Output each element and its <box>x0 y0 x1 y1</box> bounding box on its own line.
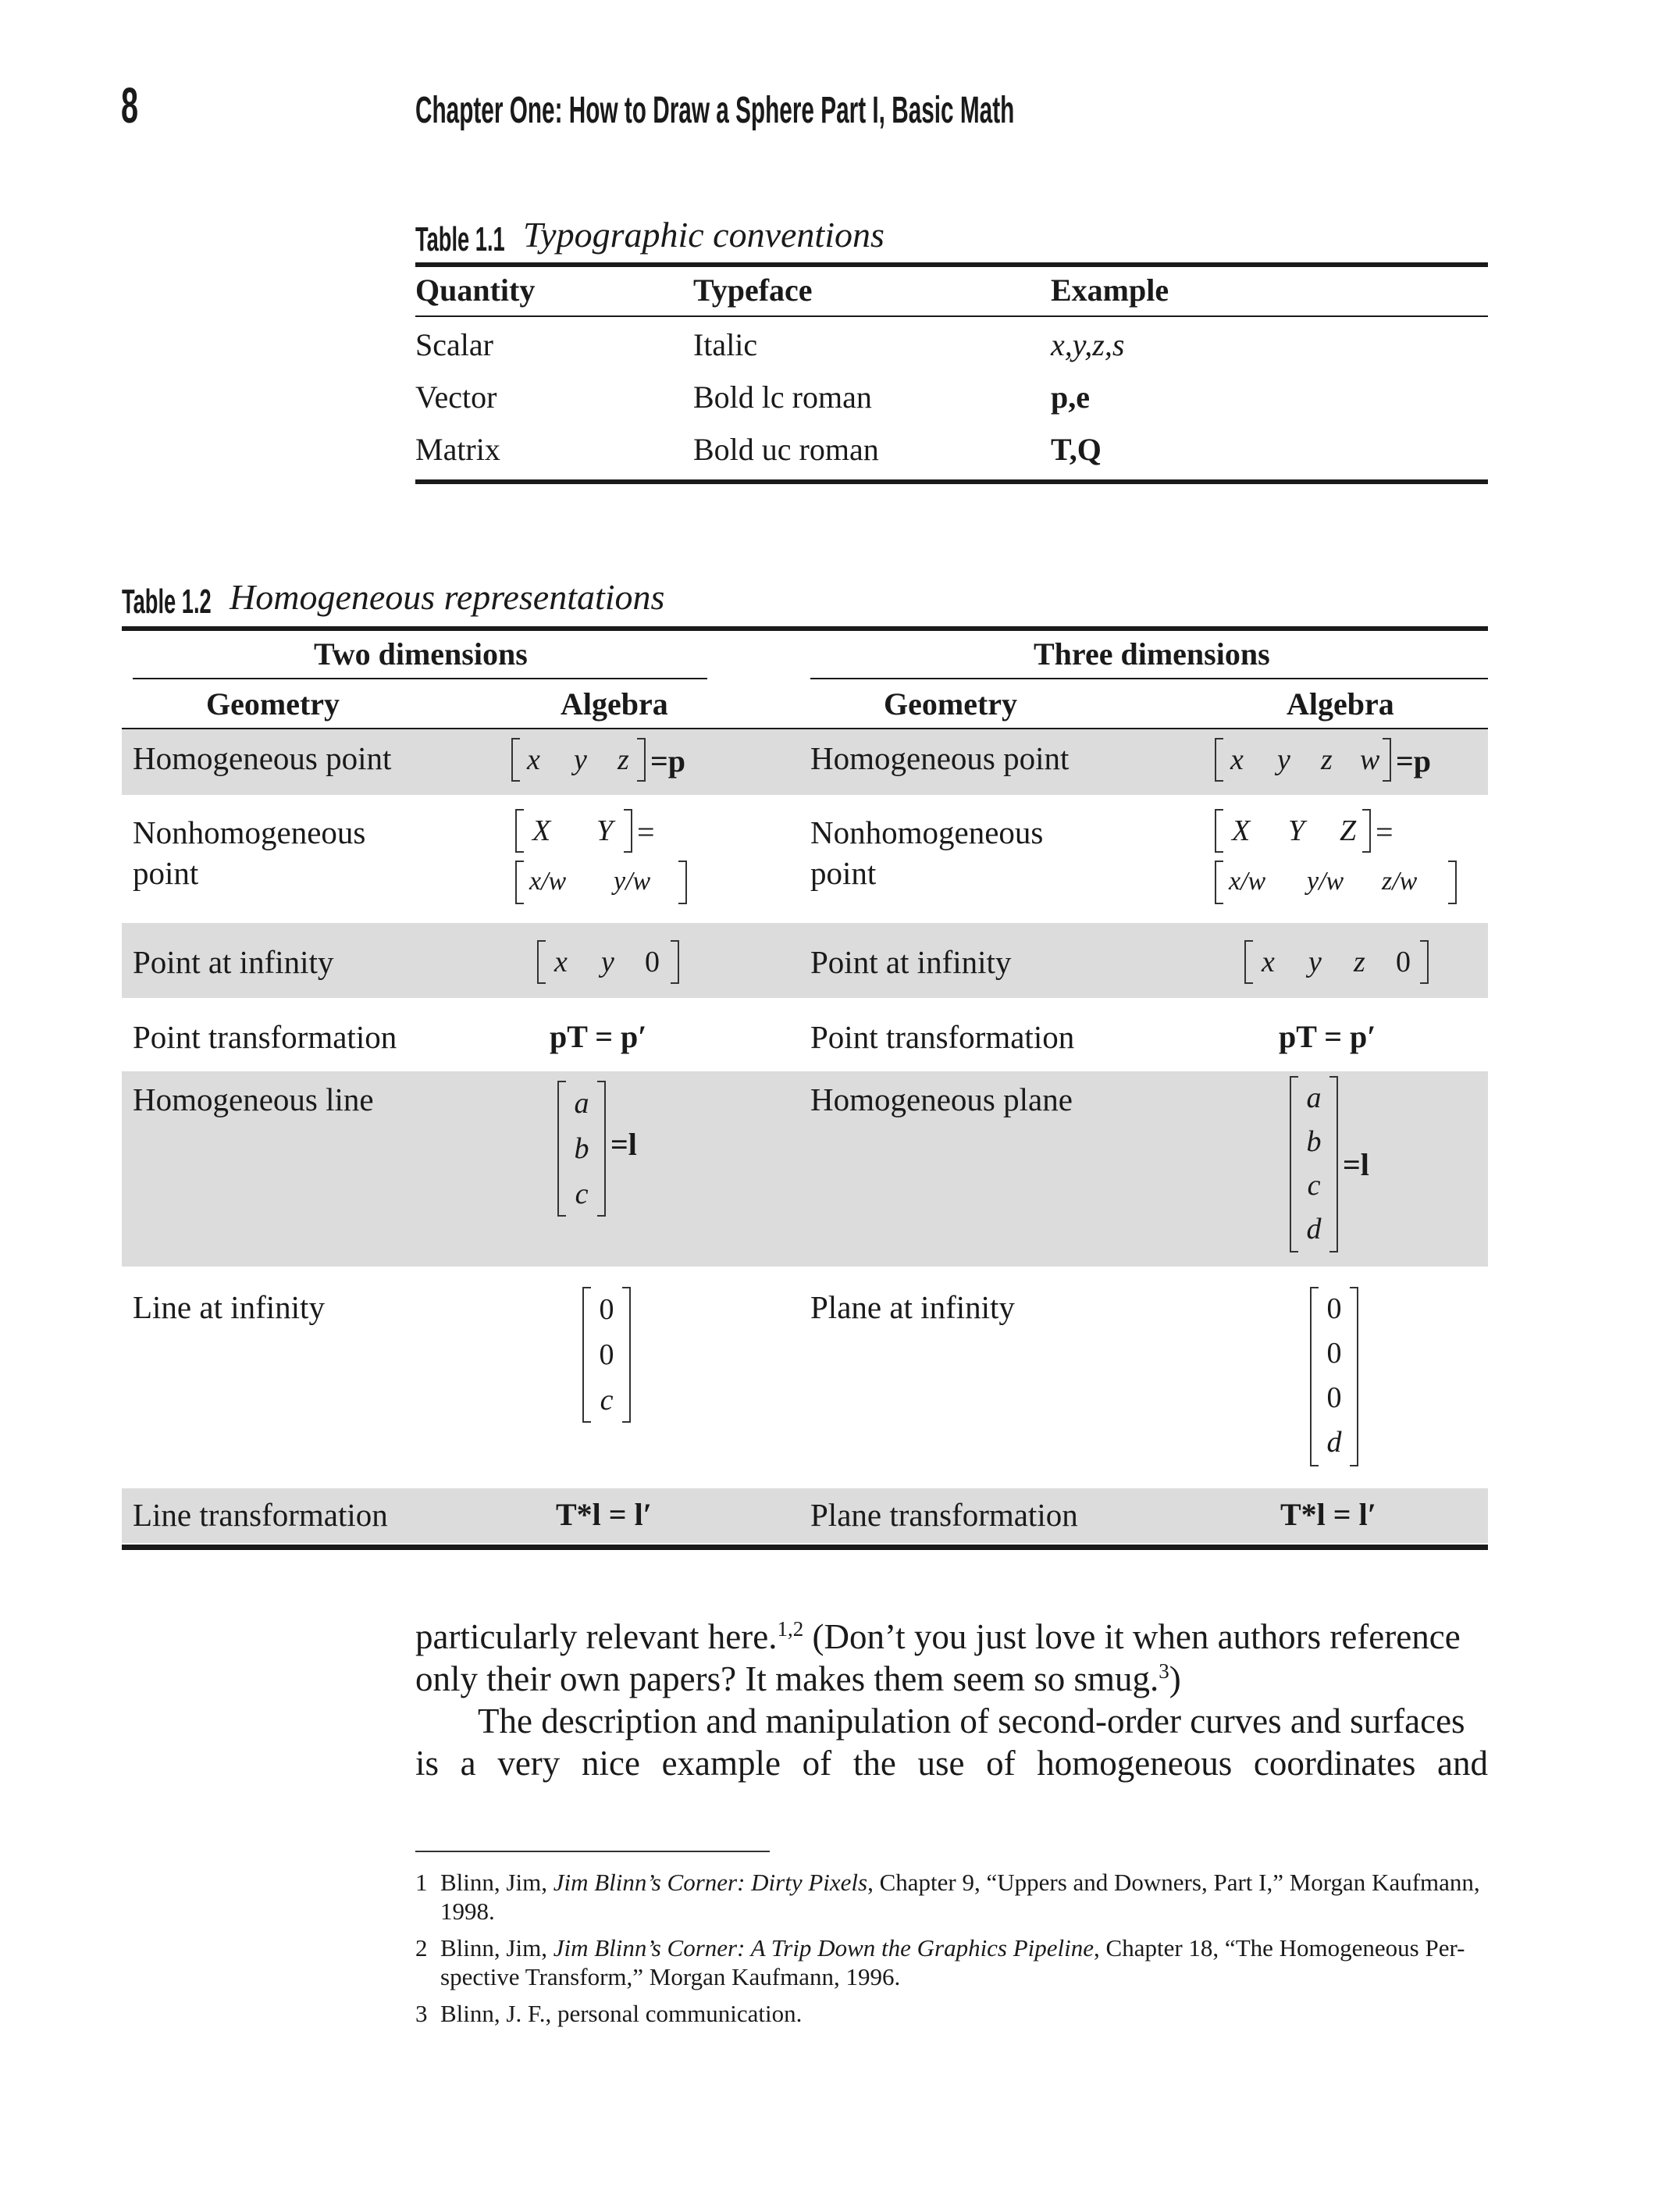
table1-typeface: Italic <box>693 327 758 362</box>
table2-top-rule <box>122 626 1488 631</box>
matrix-entry: 0 <box>645 946 660 978</box>
body-text: is a very nice example of the use of homogeneous coordinates and <box>415 1744 1488 1783</box>
two-dimensions-rule <box>133 678 707 679</box>
table1-caption-text: Typographic conventions <box>523 215 884 255</box>
table1-quantity: Vector <box>415 379 497 415</box>
bracket-left <box>511 738 520 782</box>
bracket-right <box>597 1081 606 1217</box>
table1-typeface: Bold uc roman <box>693 432 879 467</box>
line-at-infinity-vector <box>582 1287 631 1423</box>
plane-at-infinity-vector <box>1310 1287 1358 1466</box>
row-vector-bracket <box>511 738 646 782</box>
matrix-entry: y/w <box>1307 867 1344 896</box>
footnote-number: 1 <box>415 1869 428 1896</box>
bracket-right <box>1362 809 1371 853</box>
table1-top-rule <box>415 262 1488 267</box>
matrix-entry: z <box>1354 946 1365 978</box>
body-text: ) <box>1169 1659 1181 1698</box>
table1-typeface: Bold lc roman <box>693 379 872 415</box>
footnote-ref: 3 <box>1159 1659 1169 1683</box>
matrix-entry: 0 <box>1326 1337 1342 1370</box>
footnote-text <box>440 1933 1465 1962</box>
table1-example: p,e <box>1051 379 1090 415</box>
bracket-left <box>515 809 524 853</box>
plane-transformation-formula: T*l = l′ <box>1280 1497 1376 1532</box>
matrix-entry: X <box>532 814 551 847</box>
row-label-plane-transformation: Plane transformation <box>810 1497 1078 1533</box>
nonhomogeneous-point-3d-formula <box>1215 809 1472 910</box>
matrix-entry: 0 <box>599 1338 614 1371</box>
body-text: (Don’t you just love it when authors reference <box>803 1617 1461 1656</box>
table1-caption <box>415 209 1196 256</box>
table1-header-quantity: Quantity <box>415 273 536 308</box>
running-head: Chapter One: How to Draw a Sphere Part I, Basic Math <box>415 90 1015 131</box>
matrix-entry: a <box>574 1087 589 1120</box>
matrix-entry: y/w <box>614 867 651 896</box>
page-number: 8 <box>121 77 139 134</box>
matrix-entry: x/w <box>529 867 567 896</box>
body-line <box>478 1699 1488 1743</box>
matrix-entry: a <box>1306 1081 1322 1114</box>
three-dimensions-rule <box>810 678 1488 679</box>
table1-number: Table 1.1 <box>415 220 505 258</box>
bracket-left <box>557 1081 566 1217</box>
footnote-ref: 1,2 <box>777 1617 804 1641</box>
bracket-right <box>1448 861 1457 904</box>
body-line <box>415 1741 1488 1785</box>
footnote-rule <box>415 1851 770 1852</box>
point-transformation-2d-formula: pT = p′ <box>550 1019 647 1054</box>
table1-quantity: Matrix <box>415 432 500 467</box>
matrix-entry: z <box>618 743 629 776</box>
bracket-left <box>1215 809 1223 853</box>
row-label-point-transformation-2d: Point transformation <box>133 1019 397 1055</box>
row-vector-bracket <box>1215 738 1391 782</box>
footnote-text <box>440 1868 1480 1897</box>
row-vector-bracket <box>515 861 687 904</box>
table2-caption <box>122 572 902 621</box>
point-transformation-3d-formula: pT = p′ <box>1279 1019 1376 1054</box>
matrix-entry: d <box>1306 1213 1322 1245</box>
bracket-right <box>671 940 679 984</box>
matrix-entry: Z <box>1340 814 1357 847</box>
table1-header-typeface: Typeface <box>693 273 813 308</box>
point-at-infinity-2d-formula <box>537 940 679 984</box>
matrix-entry: x <box>1230 743 1244 776</box>
point-at-infinity-3d-formula <box>1244 940 1429 984</box>
row-label-nonhomogeneous-point-3d-cont: point <box>810 855 877 891</box>
footnote-text: Blinn, J. F., personal communication. <box>440 2000 803 2027</box>
matrix-entry: y <box>601 946 614 978</box>
footnote-title: Jim Blinn’s Corner: A Trip Down the Graphics Pipeline <box>553 1934 1094 1962</box>
homogeneous-point-2d-formula <box>511 738 722 782</box>
bracket-right <box>1350 1287 1358 1466</box>
row-label-line-at-infinity: Line at infinity <box>133 1289 325 1325</box>
footnote-author: Blinn, Jim, <box>440 1869 553 1896</box>
geometry-header-2d: Geometry <box>206 686 340 722</box>
bracket-right <box>622 1287 631 1423</box>
body-line <box>415 1615 1488 1659</box>
three-dimensions-header: Three dimensions <box>1034 636 1270 672</box>
table1-quantity: Scalar <box>415 327 493 362</box>
matrix-entry: x <box>527 743 540 776</box>
matrix-entry: y <box>1308 946 1322 978</box>
row-label-homogeneous-point-3d: Homogeneous point <box>810 740 1070 776</box>
equals-l: =l <box>1343 1147 1369 1182</box>
footnote-details: , Chapter 9, “Uppers and Downers, Part I,” Morgan Kaufmann, <box>867 1869 1480 1896</box>
bracket-left <box>1215 861 1223 904</box>
matrix-entry: c <box>575 1178 589 1210</box>
body-line <box>415 1657 1488 1701</box>
row-label-nonhomogeneous-point-2d: Nonhomogeneous <box>133 814 366 850</box>
equals-sign: = <box>637 814 655 850</box>
table1-example: T,Q <box>1051 432 1102 467</box>
nonhomogeneous-point-2d-formula <box>515 809 718 910</box>
matrix-entry: y <box>574 743 587 776</box>
matrix-entry: c <box>1307 1169 1321 1202</box>
row-label-plane-at-infinity: Plane at infinity <box>810 1289 1015 1325</box>
row-label-point-transformation-3d: Point transformation <box>810 1019 1075 1055</box>
table1-header-example: Example <box>1051 273 1169 308</box>
matrix-entry: 0 <box>1326 1381 1342 1414</box>
bracket-right <box>1420 940 1429 984</box>
bracket-left <box>1215 738 1223 782</box>
table1-header-rule <box>415 315 1488 317</box>
matrix-entry: 0 <box>599 1293 614 1326</box>
matrix-entry: z/w <box>1382 867 1418 896</box>
geometry-header-3d: Geometry <box>884 686 1018 722</box>
row-vector-bracket <box>1215 861 1457 904</box>
equals-p: =p <box>1396 743 1432 779</box>
matrix-entry: d <box>1326 1426 1342 1459</box>
row-label-point-at-infinity-3d: Point at infinity <box>810 944 1012 980</box>
algebra-header-2d: Algebra <box>561 686 668 722</box>
matrix-entry: c <box>600 1384 614 1416</box>
matrix-entry: b <box>1306 1125 1322 1158</box>
row-label-homogeneous-point-2d: Homogeneous point <box>133 740 392 776</box>
algebra-header-3d: Algebra <box>1287 686 1394 722</box>
table-row <box>415 326 1488 378</box>
body-text: particularly relevant here. <box>415 1617 778 1656</box>
row-label-homogeneous-line: Homogeneous line <box>133 1081 374 1117</box>
bracket-left <box>537 940 546 984</box>
matrix-entry: Y <box>596 814 614 847</box>
matrix-entry: 0 <box>1326 1292 1342 1325</box>
bracket-right <box>1383 738 1391 782</box>
equals-p: =p <box>650 743 686 779</box>
matrix-entry: b <box>574 1132 589 1165</box>
homogeneous-point-3d-formula <box>1215 738 1465 782</box>
footnote-number: 3 <box>415 2000 428 2027</box>
bracket-right <box>1329 1076 1338 1253</box>
row-label-homogeneous-plane: Homogeneous plane <box>810 1081 1073 1117</box>
bracket-right <box>624 809 632 853</box>
matrix-entry: 0 <box>1396 946 1411 978</box>
matrix-entry: y <box>1277 743 1290 776</box>
row-vector-bracket <box>515 809 632 853</box>
footnote-author: Blinn, Jim, <box>440 1934 553 1962</box>
bracket-right <box>678 861 687 904</box>
table2-caption-text: Homogeneous representations <box>230 577 665 617</box>
matrix-entry: z <box>1321 743 1333 776</box>
matrix-entry: x <box>1262 946 1275 978</box>
two-dimensions-header: Two dimensions <box>314 636 528 672</box>
matrix-entry: x <box>554 946 568 978</box>
homogeneous-line-vector <box>557 1081 606 1217</box>
matrix-entry: X <box>1232 814 1251 847</box>
equals-l: =l <box>610 1127 637 1162</box>
row-label-nonhomogeneous-point-3d: Nonhomogeneous <box>810 814 1044 850</box>
footnote-title: Jim Blinn’s Corner: Dirty Pixels <box>553 1869 868 1896</box>
equals-sign: = <box>1376 814 1393 850</box>
table-row <box>415 431 1488 483</box>
table-row <box>415 379 1488 430</box>
footnote-continuation: spective Transform,” Morgan Kaufmann, 1996. <box>440 1963 901 1990</box>
bracket-right <box>637 738 646 782</box>
bracket-left <box>1310 1287 1319 1466</box>
bracket-left <box>582 1287 591 1423</box>
table1-bottom-rule <box>415 479 1488 484</box>
row-label-line-transformation: Line transformation <box>133 1497 388 1533</box>
table2-number: Table 1.2 <box>122 583 212 621</box>
footnote-details: , Chapter 18, “The Homogeneous Per- <box>1094 1934 1465 1962</box>
row-label-point-at-infinity-2d: Point at infinity <box>133 944 334 980</box>
table1-example: x,y,z,s <box>1051 327 1125 362</box>
bracket-left <box>1290 1076 1298 1253</box>
matrix-entry: w <box>1360 743 1380 776</box>
bracket-left <box>1244 940 1253 984</box>
body-text: only their own papers? It makes them seem so smug. <box>415 1659 1159 1698</box>
bracket-left <box>515 861 524 904</box>
matrix-entry: x/w <box>1229 867 1266 896</box>
table2-bottom-rule <box>122 1545 1488 1550</box>
row-label-nonhomogeneous-point-2d-cont: point <box>133 855 199 891</box>
row-vector-bracket <box>1215 809 1371 853</box>
homogeneous-plane-vector <box>1290 1076 1338 1253</box>
footnote-number: 2 <box>415 1934 428 1962</box>
line-transformation-formula: T*l = l′ <box>556 1497 652 1532</box>
body-text: The description and manipulation of second-order curves and surfaces <box>478 1701 1465 1741</box>
footnote-continuation: 1998. <box>440 1897 495 1925</box>
matrix-entry: Y <box>1288 814 1305 847</box>
